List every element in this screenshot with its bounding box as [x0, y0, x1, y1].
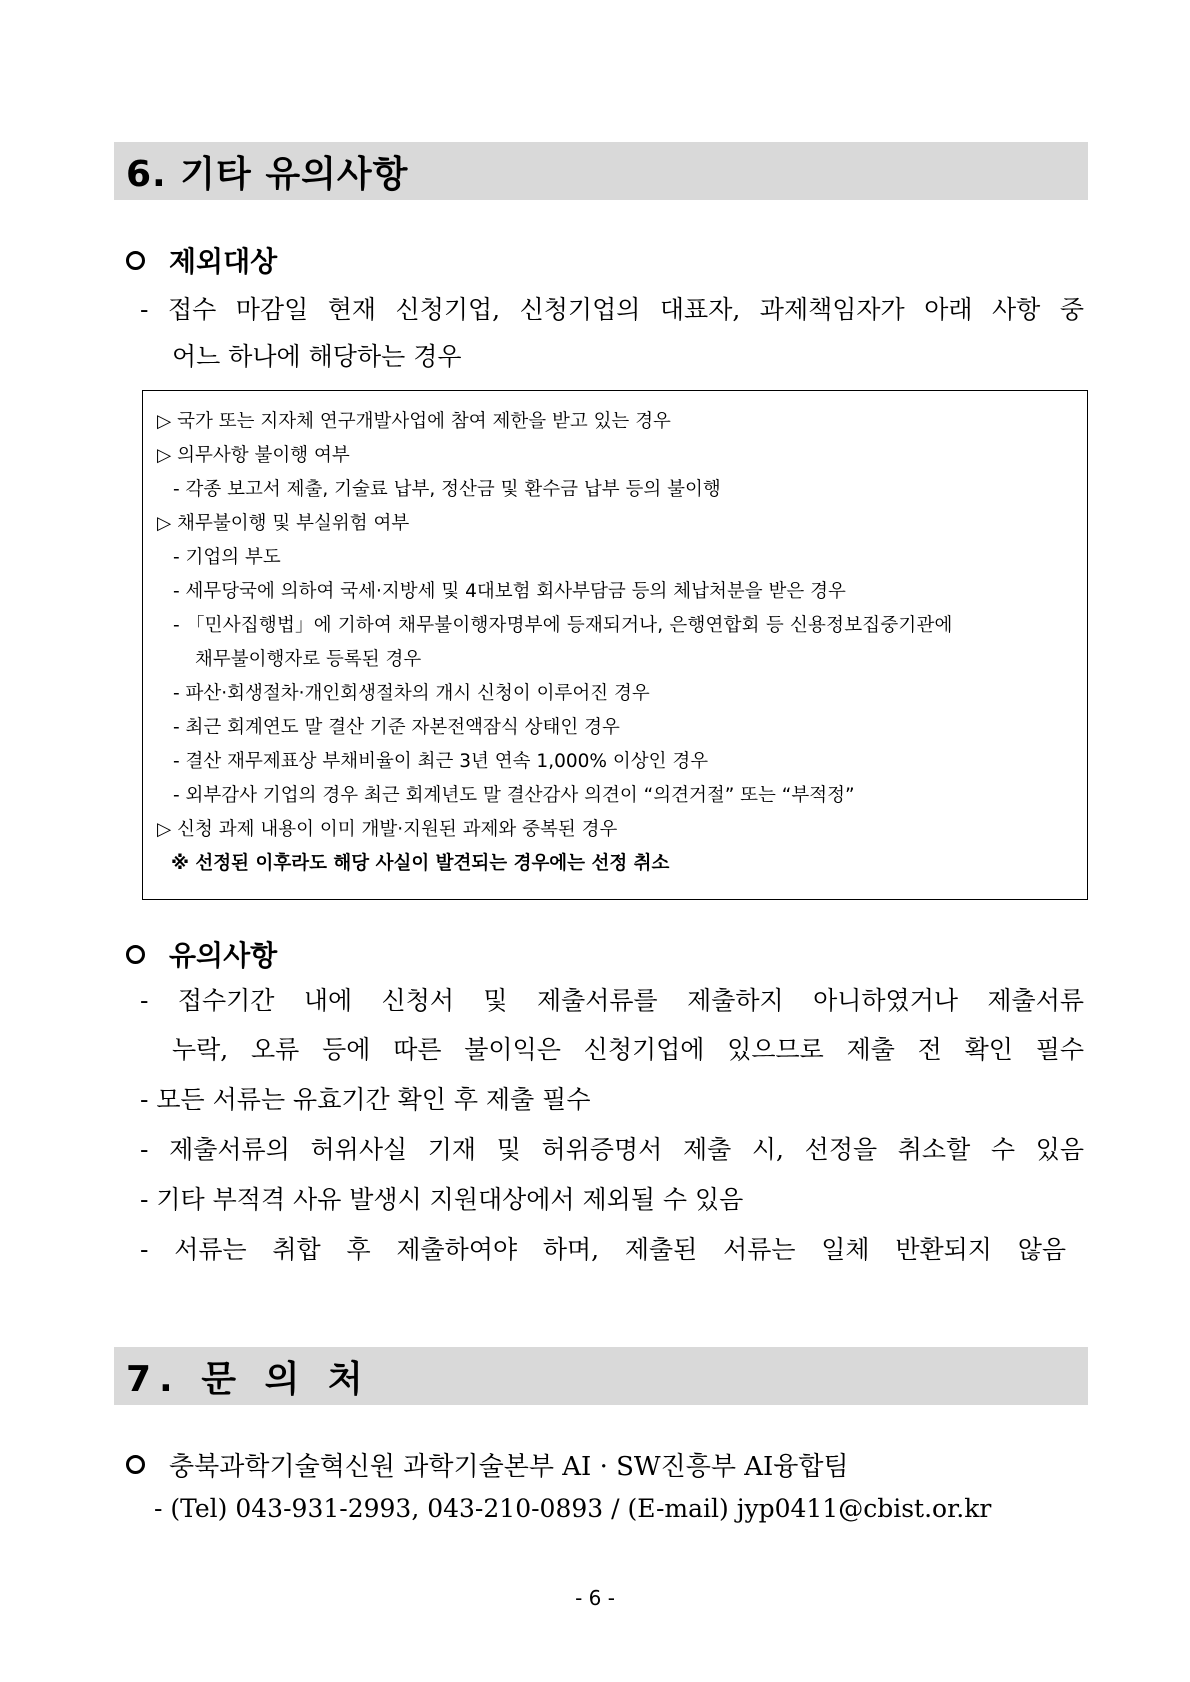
- exclusion-criteria-box: [142, 390, 1088, 900]
- section-6-title: 6. 기타 유의사항: [126, 153, 409, 195]
- exclusion-intro-line-2: 어느 하나에 해당하는 경우: [172, 342, 462, 371]
- section-7-title: 7. 문 의 처: [126, 1358, 371, 1400]
- notes-line: - 접수기간 내에 신청서 및 제출서류를 제출하지 아니하였거나 제출서류: [140, 986, 1084, 1015]
- notes-heading-row: [126, 934, 277, 974]
- page-number: - 6 -: [575, 1586, 615, 1610]
- notes-line: - 서류는 취합 후 제출하여야 하며, 제출된 서류는 일체 반환되지 않음: [140, 1235, 1066, 1264]
- box-subitem: - 세무당국에 의하여 국세·지방세 및 4대보험 회사부담금 등의 체납처분을 받은 경우: [173, 581, 846, 602]
- box-item: ▷ 채무불이행 및 부실위험 여부: [157, 513, 410, 534]
- exclusion-heading-row: [126, 240, 277, 280]
- box-note: ※ 선정된 이후라도 해당 사실이 발견되는 경우에는 선정 취소: [171, 853, 670, 874]
- box-subitem: - 「민사집행법」에 기하여 채무불이행자명부에 등재되거나, 은행연합회 등 신용정보집중기관에: [173, 615, 953, 636]
- notes-line-continuation: 누락, 오류 등에 따른 불이익은 신청기업에 있으므로 제출 전 확인 필수: [172, 1035, 1084, 1064]
- section-7-header: [114, 1347, 1088, 1405]
- circle-bullet-icon: [126, 251, 145, 270]
- box-subitem: - 외부감사 기업의 경우 최근 회계년도 말 결산감사 의견이 “의견거절” 또는 “부적정”: [173, 785, 855, 806]
- notes-line: - 기타 부적격 사유 발생시 지원대상에서 제외될 수 있음: [140, 1185, 744, 1214]
- exclusion-intro-line-1: - 접수 마감일 현재 신청기업, 신청기업의 대표자, 과제책임자가 아래 사항 중: [140, 295, 1084, 324]
- box-item: ▷ 의무사항 불이행 여부: [157, 445, 350, 466]
- notes-heading: 유의사항: [169, 939, 278, 972]
- circle-bullet-icon: [126, 945, 145, 964]
- notes-line: - 모든 서류는 유효기간 확인 후 제출 필수: [140, 1085, 591, 1114]
- box-subitem: - 최근 회계연도 말 결산 기준 자본전액잠식 상태인 경우: [173, 717, 620, 738]
- contact-org-row: [126, 1446, 849, 1483]
- section-6-header: [114, 142, 1088, 200]
- box-subitem: - 기업의 부도: [173, 547, 281, 568]
- contact-detail: - (Tel) 043-931-2993, 043-210-0893 / (E-mail) jyp0411@cbist.or.kr: [154, 1494, 992, 1523]
- box-subitem: - 결산 재무제표상 부채비율이 최근 3년 연속 1,000% 이상인 경우: [173, 751, 709, 772]
- circle-bullet-icon: [126, 1455, 145, 1474]
- box-item: ▷ 국가 또는 지자체 연구개발사업에 참여 제한을 받고 있는 경우: [157, 411, 671, 432]
- box-item: ▷ 신청 과제 내용이 이미 개발·지원된 과제와 중복된 경우: [157, 819, 618, 840]
- notes-line: - 제출서류의 허위사실 기재 및 허위증명서 제출 시, 선정을 취소할 수 있음: [140, 1135, 1084, 1164]
- box-subitem: - 각종 보고서 제출, 기술료 납부, 정산금 및 환수금 납부 등의 불이행: [173, 479, 721, 500]
- box-subitem-continuation: 채무불이행자로 등록된 경우: [195, 649, 422, 670]
- contact-org: 충북과학기술혁신원 과학기술본부 AI · SW진흥부 AI융합팀: [169, 1452, 849, 1482]
- box-subitem: - 파산·회생절차·개인회생절차의 개시 신청이 이루어진 경우: [173, 683, 650, 704]
- exclusion-heading: 제외대상: [169, 245, 278, 278]
